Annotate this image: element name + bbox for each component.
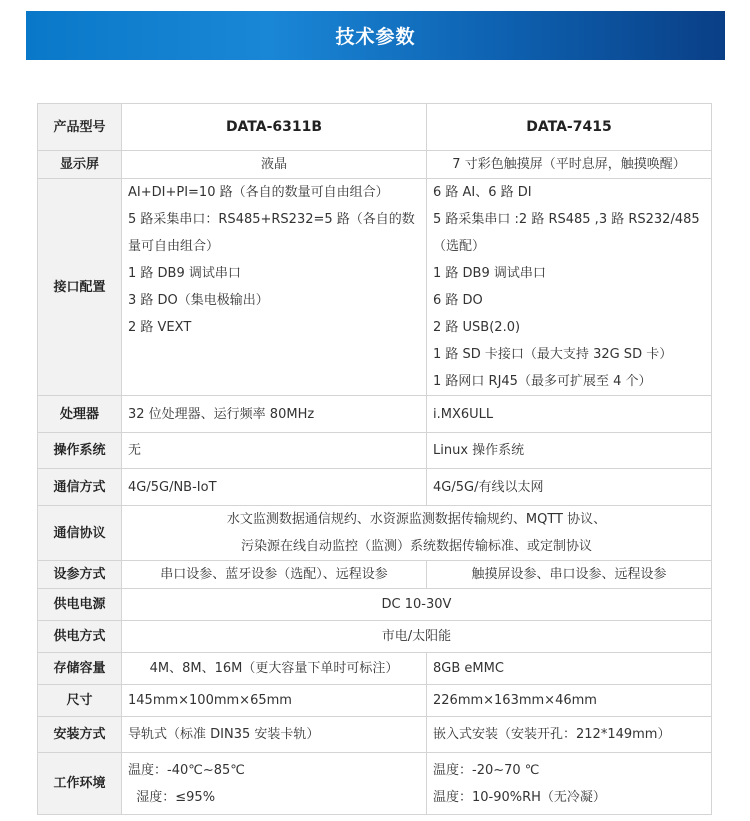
config-7415: 触摸屏设参、串口设参、远程设参 (427, 561, 712, 589)
interface-7415-line: 2 路 USB(2.0) (433, 320, 521, 335)
row-label-comm-protocol: 通信协议 (38, 506, 122, 561)
display-7415: 7 寸彩色触摸屏（平时息屏，触摸唤醒） (427, 151, 712, 179)
interface-6311b-line: 1 路 DB9 调试串口 (128, 266, 241, 281)
os-7415: Linux 操作系统 (427, 433, 712, 469)
interface-6311b-line: AI+DI+PI=10 路（各自的数量可自由组合） (128, 185, 389, 200)
interface-7415-line: 1 路 SD 卡接口（最大支持 32G SD 卡） (433, 347, 673, 362)
environment-7415-line: 温度：10-90%RH（无冷凝） (433, 789, 606, 805)
storage-7415: 8GB eMMC (427, 653, 712, 685)
table-row-size (38, 685, 712, 717)
row-label-power-mode: 供电方式 (38, 621, 122, 653)
interface-7415 (427, 179, 712, 396)
config-6311b: 串口设参、蓝牙设参（选配）、远程设参 (122, 561, 427, 589)
row-label-model: 产品型号 (38, 104, 122, 151)
table-row-config (38, 561, 712, 589)
environment-6311b (122, 753, 427, 815)
row-label-comm-mode: 通信方式 (38, 469, 122, 506)
processor-7415: i.MX6ULL (427, 396, 712, 433)
row-label-display: 显示屏 (38, 151, 122, 179)
row-label-interface: 接口配置 (38, 179, 122, 396)
table-row-power-supply (38, 589, 712, 621)
size-6311b: 145mm×100mm×65mm (122, 685, 427, 717)
os-6311b: 无 (122, 433, 427, 469)
interface-6311b-line: 5 路采集串口：RS485+RS232=5 路（各自的数 (128, 212, 415, 227)
display-6311b: 液晶 (122, 151, 427, 179)
section-title: 技术参数 (335, 26, 416, 48)
table-row-display (38, 151, 712, 179)
processor-6311b: 32 位处理器、运行频率 80MHz (122, 396, 427, 433)
environment-6311b-line: 湿度：≤95% (128, 789, 216, 805)
power-mode-value: 市电/太阳能 (122, 621, 712, 653)
comm-protocol-line: 污染源在线自动监控（监测）系统数据传输标准、或定制协议 (240, 539, 592, 554)
install-7415: 嵌入式安装（安装开孔：212*149mm） (427, 717, 712, 753)
row-label-environment: 工作环境 (38, 753, 122, 815)
row-label-power-supply: 供电电源 (38, 589, 122, 621)
comm-mode-6311b: 4G/5G/NB-IoT (122, 469, 427, 506)
table-row-environment (38, 753, 712, 815)
column-header-7415: DATA-7415 (427, 104, 712, 151)
table-row-comm-mode (38, 469, 712, 506)
storage-6311b: 4M、8M、16M（更大容量下单时可标注） (122, 653, 427, 685)
table-row-install (38, 717, 712, 753)
row-label-storage: 存储容量 (38, 653, 122, 685)
interface-6311b-line: 3 路 DO（集电极输出） (128, 293, 269, 308)
row-label-size: 尺寸 (38, 685, 122, 717)
table-row-model (38, 104, 712, 151)
comm-protocol-line: 水文监测数据通信规约、水资源监测数据传输规约、MQTT 协议、 (226, 512, 607, 527)
spec-table (37, 103, 712, 815)
interface-7415-line: 1 路网口 RJ45（最多可扩展至 4 个） (433, 374, 652, 389)
interface-6311b-line: 2 路 VEXT (128, 320, 192, 335)
interface-7415-line: （选配） (433, 239, 486, 254)
table-row-power-mode (38, 621, 712, 653)
row-label-config: 设参方式 (38, 561, 122, 589)
size-7415: 226mm×163mm×46mm (427, 685, 712, 717)
environment-7415-line: 温度：-20~70 ℃ (433, 762, 540, 778)
comm-protocol-value (122, 506, 712, 561)
interface-7415-line: 1 路 DB9 调试串口 (433, 266, 546, 281)
interface-7415-line: 6 路 DO (433, 293, 483, 308)
environment-6311b-line: 温度：-40℃~85℃ (128, 762, 245, 778)
table-row-comm-protocol (38, 506, 712, 561)
interface-7415-line: 5 路采集串口 :2 路 RS485 ,3 路 RS232/485 (433, 212, 700, 227)
interface-6311b-line: 量可自由组合） (128, 239, 220, 254)
table-row-os (38, 433, 712, 469)
table-row-interface (38, 179, 712, 396)
section-banner (26, 11, 725, 60)
interface-7415-line: 6 路 AI、6 路 DI (433, 185, 532, 200)
row-label-processor: 处理器 (38, 396, 122, 433)
table-row-storage (38, 653, 712, 685)
row-label-os: 操作系统 (38, 433, 122, 469)
row-label-install: 安装方式 (38, 717, 122, 753)
column-header-6311b: DATA-6311B (122, 104, 427, 151)
install-6311b: 导轨式（标准 DIN35 安装卡轨） (122, 717, 427, 753)
environment-7415 (427, 753, 712, 815)
power-supply-value: DC 10-30V (122, 589, 712, 621)
comm-mode-7415: 4G/5G/有线以太网 (427, 469, 712, 506)
interface-6311b (122, 179, 427, 396)
table-row-processor (38, 396, 712, 433)
